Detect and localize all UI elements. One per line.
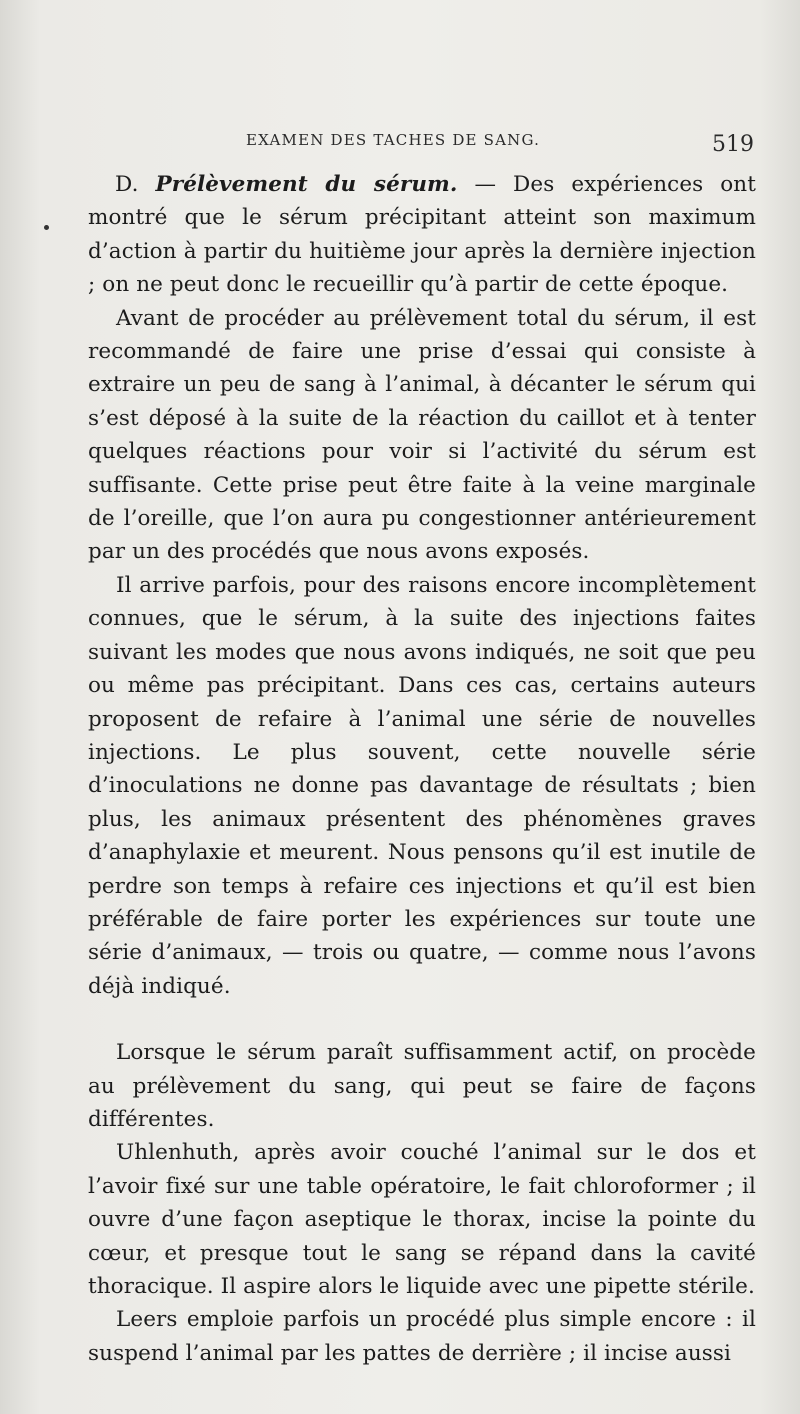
running-head: EXAMEN DES TACHES DE SANG.: [246, 131, 541, 149]
paragraph: Avant de procéder au prélèvement total du sérum, il est recommandé de faire une prise d’essai qui consiste à extraire un peu de sang à l’animal, à décanter le sérum qui s’est déposé à la suite de la réaction du caillot et à tenter quelques réactions pour voir si l’activité du sérum est suffisante. Cette prise peut être faite à la veine marginale de l’oreille, que l’on aura pu congestionner antérieurement par un des procédés que nous avons exposés.: [88, 305, 756, 565]
section-letter: D.: [115, 172, 139, 197]
paragraph: Lorsque le sérum paraît suffisamment actif, on procède au prélèvement du sang, qui peut se faire de façons différentes.: [88, 1040, 756, 1132]
page-number: 519: [712, 132, 754, 157]
paragraph: Leers emploie parfois un procédé plus simple encore : il suspend l’animal par les pattes de derrière ; il incise aussi: [88, 1307, 756, 1366]
section-title: Prélèvement du sérum.: [155, 172, 458, 197]
section-lead-text: — Des expériences ont montré que le sérum précipitant atteint son maximum d’action à partir du huitième jour après la dernière injection ; on ne peut donc le recueillir qu’à partir de cette époque.: [88, 172, 756, 298]
page-header: [246, 131, 766, 159]
body-text: [88, 168, 756, 1370]
paragraph-section-d: [88, 168, 756, 302]
paragraph: Il arrive parfois, pour des raisons encore incomplètement connues, que le sérum, à la suite des injections faites suivant les modes que nous avons indiqués, ne soit que peu ou même pas précipitant. Dans ces cas, certains auteurs proposent de refaire à l’animal une série de nouvelles injections. Le plus souvent, cette nouvelle série d’inoculations ne donne pas davantage de résultats ; bien plus, les animaux présentent des phénomènes graves d’anaphylaxie et meurent. Nous pensons qu’il est inutile de perdre son temps à refaire ces injections et qu’il est bien préférable de faire porter les expériences sur toute une série d’animaux, — trois ou quatre, — comme nous l’avons déjà indiqué.: [88, 572, 756, 999]
paragraph: Uhlenhuth, après avoir couché l’animal sur le dos et l’avoir fixé sur une table opératoire, le fait chloroformer ; il ouvre d’une façon aseptique le thorax, incise la pointe du cœur, et presque tout le sang se répand dans la cavité thoracique. Il aspire alors le liquide avec une pipette stérile.: [88, 1140, 756, 1299]
margin-dot: [44, 225, 49, 230]
